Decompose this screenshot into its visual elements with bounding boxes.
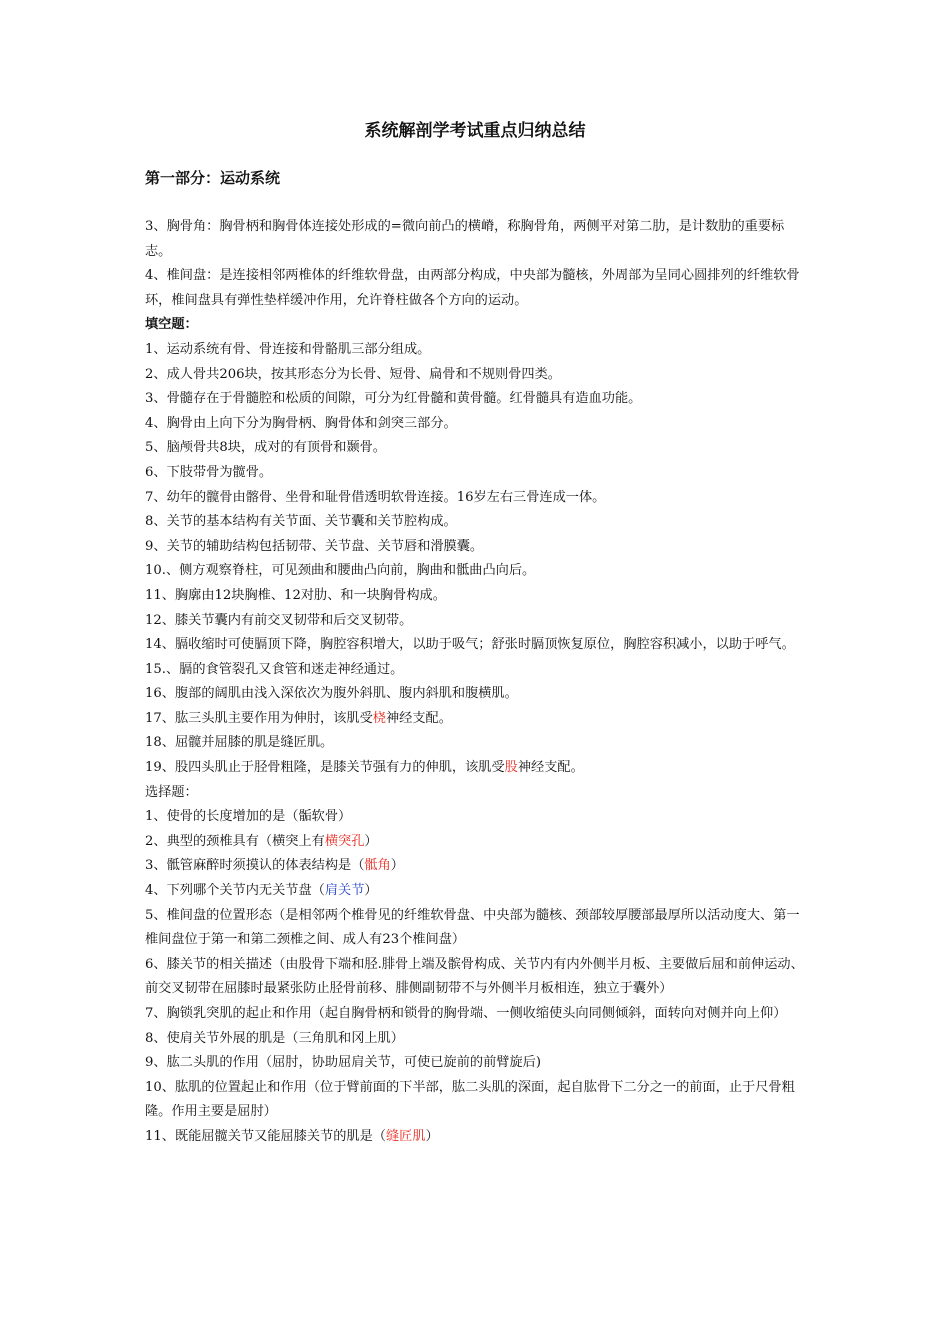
fill-item: 2、成人骨共206块，按其形态分为长骨、短骨、扁骨和不规则骨四类。 [145,366,561,382]
choice-item-text: ） [390,858,404,874]
choice-item: 5、椎间盘的位置形态（是相邻两个椎骨见的纤维软骨盘、中央部为髓核、颈部较厚腰部最厚所以活动度大、第一椎间盘位于第一和第二颈椎之间、成人有23个椎间盘） [145,907,800,948]
choice-item: 8、使肩关节外展的肌是（三角肌和冈上肌） [145,1030,404,1046]
fill-item: 8、关节的基本结构有关节面、关节囊和关节腔构成。 [145,514,457,530]
document-title: 系统解剖学考试重点归纳总结 [364,121,586,141]
highlight-red: 桡 [372,710,386,726]
choice-item: 10、肱肌的位置起止和作用（位于臂前面的下半部，肱二头肌的深面，起自肱骨下二分之一的前面，止于尺骨粗隆。作用主要是屈肘） [145,1079,795,1120]
highlight-red: 股 [504,760,518,776]
fill-item: 16、腹部的阔肌由浅入深依次为腹外斜肌、腹内斜肌和腹横肌。 [145,686,518,702]
choice-item-text: 3、骶管麻醉时须摸认的体表结构是（ [145,858,365,874]
highlight-red: 横突孔 [324,833,365,849]
choice-item-text: ） [364,833,378,849]
choice-item-text: 2、典型的颈椎具有（横突上有 [145,833,325,849]
fill-item [145,756,807,781]
fill-item: 7、幼年的髋骨由髂骨、坐骨和耻骨借透明软骨连接。16岁左右三骨连成一体。 [145,489,606,505]
choice-heading: 选择题： [145,784,198,800]
fill-item: 9、关节的辅助结构包括韧带、关节盘、关节唇和滑膜囊。 [145,538,484,554]
choice-item [145,854,807,879]
fill-item: 14、膈收缩时可使膈顶下降，胸腔容积增大，以助于吸气；舒张时膈顶恢复原位，胸腔容积减小，以助于呼气。 [145,637,795,653]
fill-item: 5、脑颅骨共8块，成对的有顶骨和颞骨。 [145,440,386,456]
fill-item: 3、骨髓存在于骨髓腔和松质的间隙，可分为红骨髓和黄骨髓。红骨髓具有造血功能。 [145,391,642,407]
choice-item: 6、膝关节的相关描述（由股骨下端和胫.腓骨上端及髌骨构成、关节内有内外侧半月板、主要做后屈和前伸运动、前交叉韧带在屈膝时最紧张防止胫骨前移、腓侧副韧带不与外侧半月板相连，独立于囊外） [145,956,804,997]
fill-item: 1、运动系统有骨、骨连接和骨骼肌三部分组成。 [145,341,431,357]
choice-item: 1、使骨的长度增加的是（骺软骨） [145,809,352,825]
choice-item-text: ） [364,883,378,899]
section-heading: 第一部分：运动系统 [145,169,281,187]
choice-item [145,1125,807,1150]
fill-item: 18、屈髋并屈膝的肌是缝匠肌。 [145,735,334,751]
highlight-red: 骶角 [364,858,391,874]
fill-item-text: 17、肱三头肌主要作用为伸肘，该肌受 [145,710,373,726]
fill-in-heading: 填空题： [145,317,198,333]
fill-item-text: 神经支配。 [385,710,452,726]
definition-paragraph: 4、椎间盘：是连接相邻两椎体的纤维软骨盘，由两部分构成，中央部为髓核，外周部为呈同心圆排列的纤维软骨环，椎间盘具有弹性垫样缓冲作用，允许脊柱做各个方向的运动。 [145,268,800,308]
fill-item [145,707,807,732]
choice-item-text: 11、既能屈髋关节又能屈膝关节的肌是（ [145,1128,386,1144]
choice-item: 7、胸锁乳突肌的起止和作用（起自胸骨柄和锁骨的胸骨端、一侧收缩使头向同侧倾斜，面转向对侧并向上仰） [145,1006,787,1021]
fill-item: 4、胸骨由上向下分为胸骨柄、胸骨体和剑突三部分。 [145,415,457,431]
document-body [145,215,807,1150]
highlight-red: 缝匠肌 [385,1128,426,1144]
fill-item-text: 神经支配。 [517,760,584,776]
highlight-blue: 肩关节 [324,883,365,899]
choice-item-text: 4、下列哪个关节内无关节盘（ [145,883,325,899]
fill-item: 11、胸廓由12块胸椎、12对肋、和一块胸骨构成。 [145,587,446,603]
choice-item [145,879,807,904]
fill-item: 12、膝关节囊内有前交叉韧带和后交叉韧带。 [145,612,413,628]
fill-item: 15.、膈的食管裂孔又食管和迷走神经通过。 [145,661,404,677]
choice-item: 9、肱二头肌的作用（屈肘，协助屈肩关节，可使已旋前的前臂旋后) [145,1055,541,1071]
choice-item [145,830,807,855]
fill-item: 10.、侧方观察脊柱，可见颈曲和腰曲凸向前，胸曲和骶曲凸向后。 [145,563,536,579]
fill-item: 6、下肢带骨为髋骨。 [145,464,273,480]
fill-item-text: 19、股四头肌止于胫骨粗隆，是膝关节强有力的伸肌，该肌受 [145,760,505,776]
definition-paragraph: 3、胸骨角：胸骨柄和胸骨体连接处形成的=微向前凸的横嵴，称胸骨角，两侧平对第二肋，是计数肋的重要标志。 [145,219,785,259]
choice-item-text: ） [425,1128,439,1144]
